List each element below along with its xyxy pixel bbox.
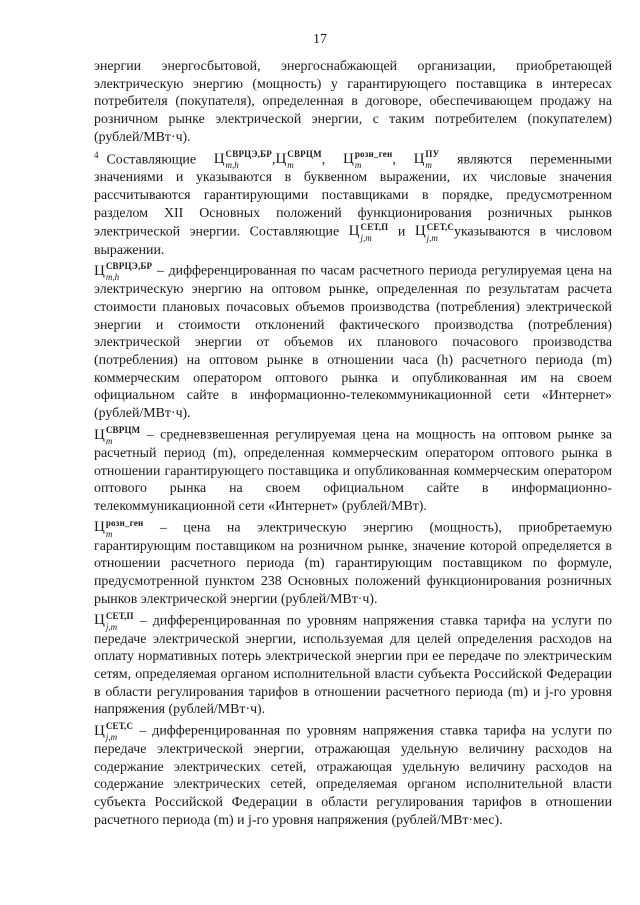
formula-symbol: Ц розн_ген m bbox=[94, 517, 144, 539]
formula-symbol: Ц СЕТ,С j,m bbox=[94, 721, 134, 743]
definition-text: – дифференцированная по уровням напряжения ставка тарифа на услуги по передаче электрической энергии, используемая для целей определения расходов на оплату нормативных потерь электрической энергии при ее передаче по электрическим сетям, определяемая органом исполнительной власти субъекта Российской Федерации в области регулирования тарифов в отношении расчетного периода (m) и j-го уровня напряжения (рублей/МВт·ч). bbox=[94, 613, 612, 718]
formula-symbol: Ц СВРЦМ m bbox=[94, 424, 141, 446]
formula-symbol: Ц ПУ m bbox=[413, 149, 440, 171]
footnote-mark: 4 bbox=[94, 149, 99, 160]
definition-paragraph bbox=[94, 722, 612, 830]
definition-paragraph bbox=[94, 426, 612, 516]
intro-paragraph: энергии энергосбытовой, энергоснабжающей организации, приобретающей электрическую энергию (мощность) у гарантирующего поставщика в интересах потребителя (покупателя), определенная в договоре, обеспечивающем продажу на розничном рынке электрической энергии, с таким потребителем (покупателем) (рублей/МВт·ч). bbox=[94, 59, 612, 145]
formula-symbol: Ц розн_ген m bbox=[342, 149, 393, 171]
formula-symbol: Ц СВРЦМ m bbox=[275, 149, 322, 171]
footnote-paragraph: $^4$ Составляющие Ц СВРЦЭ,БР m,h ,Ц СВРЦМ m , Ц розн_ген m , Ц ПУ m являются переменными значениями и указываются в буквенном выражении, их числовые значения рассчитываются гарантирующими поставщиками в порядке, предусмотренном разделом XII Основных положений функционирования розничных рынков электрической энергии. Составляющие Ц СЕТ,П j,m и Ц СЕТ,С j,m указываются в числовом выражении. bbox=[94, 149, 612, 258]
definition-text: – цена на электрическую энергию (мощность), приобретаемую гарантирующим поставщиком на розничном рынке, значение которой определяется в отношении расчетного периода (m) гарантирующим поставщиком по формуле, предусмотренной пунктом 238 Основных положений функционирования розничных рынков электрической энергии (рублей/МВт·ч). bbox=[94, 520, 612, 607]
definition-paragraph bbox=[94, 519, 612, 609]
definition-text: – средневзвешенная регулируемая цена на мощность на оптовом рынке за расчетный период (m), определенная коммерческим оператором оптового рынка в отношении гарантирующего поставщика и опубликованная коммерческим оператором оптового рынка на своем официальном сайте в информационно-телекоммуникационной сети «Интернет» (рублей/МВт). bbox=[94, 427, 612, 514]
page-number: 17 bbox=[313, 32, 327, 47]
formula-symbol: Ц СЕТ,С j,m bbox=[414, 221, 455, 243]
formula-symbol: Ц СЕТ,П j,m bbox=[348, 221, 389, 243]
formula-symbol: Ц СВРЦЭ,БР m,h bbox=[213, 149, 272, 171]
document-body bbox=[94, 58, 612, 830]
definition-text: – дифференцированная по часам расчетного периода регулируемая цена на электрическую энергию на оптовом рынке, определенная по результатам расчета стоимости плановых почасовых объемов производства (потребления) электрической энергии и стоимости отклонений фактического производства (потребления) электрической энергии от объемов их планового почасового производства (потребления) на оптовом рынке в отношении часа (h) расчетного периода (m) коммерческим оператором оптового рынка и опубликованная им на своем официальном сайте в информационно-телекоммуникационной сети «Интернет» (рублей/МВт·ч). bbox=[94, 263, 612, 422]
definition-paragraph bbox=[94, 612, 612, 720]
footnote-text: являются переменными значениями и указываются в буквенном выражении, их числовые значения рассчитываются гарантирующими поставщиками в порядке, предусмотренном разделом XII Основных положений функционирования розничных рынков электрической энергии. Составляющие bbox=[94, 152, 612, 240]
formula-symbol: Ц СЕТ,П j,m bbox=[94, 610, 134, 632]
definition-text: – дифференцированная по уровням напряжения ставка тарифа на услуги по передаче электрической энергии, отражающая удельную величину расходов на содержание электрических сетей, отражающая удельную величину расходов на содержание электрических сетей, определяемая органом исполнительной власти субъекта Российской Федерации в области регулирования тарифов в отношении расчетного периода (m) и j-го уровня напряжения (рублей/МВт·мес). bbox=[94, 723, 612, 828]
definition-paragraph bbox=[94, 262, 612, 423]
footnote-text: указываются в числовом выражении. bbox=[94, 224, 612, 258]
formula-symbol: Ц СВРЦЭ,БР m,h bbox=[94, 261, 153, 283]
footnote-text: Составляющие bbox=[106, 152, 196, 168]
